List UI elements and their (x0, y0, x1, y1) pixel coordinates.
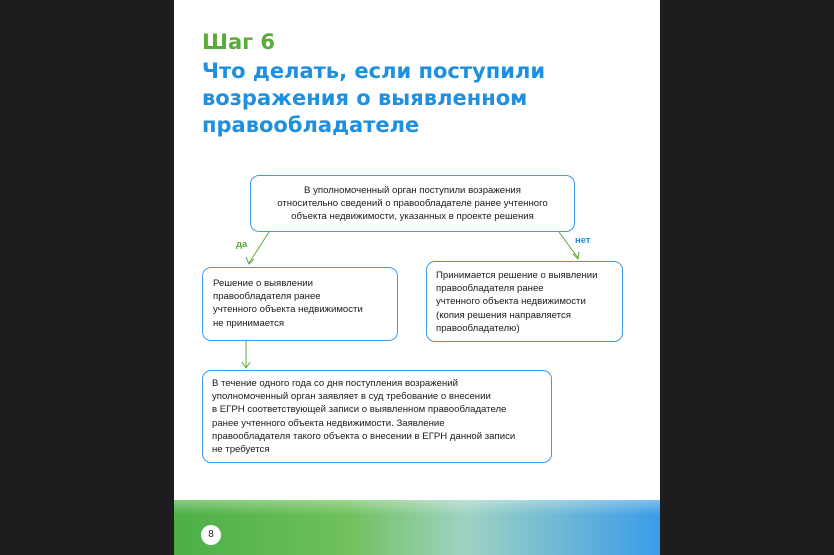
box-text-line: Принимается решение о выявлении (436, 270, 598, 281)
box-decision-not-accepted (202, 267, 398, 341)
label-no: нет (575, 235, 591, 246)
page-title: Что делать, если поступили возражения о выявленном правообладателе (202, 59, 546, 137)
box-text-line: не требуется (212, 444, 270, 456)
box-text-line: относительно сведений о правообладателе ранее учтенного (277, 198, 548, 210)
box-court-claim (202, 370, 552, 463)
box-text-line: правообладателю) (436, 322, 520, 334)
box-text-line: не принимается (213, 317, 285, 329)
box-objection-received (250, 175, 575, 232)
box-text-line: учтенного объекта недвижимости (436, 296, 586, 308)
box-text-line: ранее учтенного объекта недвижимости. Заявление (212, 417, 445, 429)
arrow-yes (249, 232, 269, 263)
footer-fade (174, 470, 660, 515)
box-decision-accepted (426, 261, 623, 342)
box-text-line: (копия решения направляется (436, 309, 571, 321)
box-text-line: В уполномоченный орган поступили возражения (304, 185, 521, 196)
box-text-line: в ЕГРН соответствующей записи о выявленном правообладателе (212, 404, 507, 416)
box-text-line: учтенного объекта недвижимости (213, 304, 363, 316)
box-text-line: правообладателя такого объекта о внесении в ЕГРН данной записи (212, 430, 516, 442)
box-text-line: правообладателя ранее (436, 283, 544, 295)
document-page (174, 0, 660, 555)
arrow-yes-head (246, 257, 254, 264)
box-text-line: Решение о выявлении (213, 278, 314, 289)
step-heading: Шаг 6 (202, 30, 276, 54)
label-yes: да (236, 239, 248, 250)
page-number: 8 (201, 525, 221, 545)
box-text-line: уполномоченный орган заявляет в суд требование о внесении (212, 391, 491, 403)
box-text-line: объекта недвижимости, указанных в проекте решения (291, 211, 534, 223)
box-text-line: В течение одного года со дня поступления возражений (212, 378, 459, 389)
box-text-line: правообладателя ранее (213, 291, 321, 303)
